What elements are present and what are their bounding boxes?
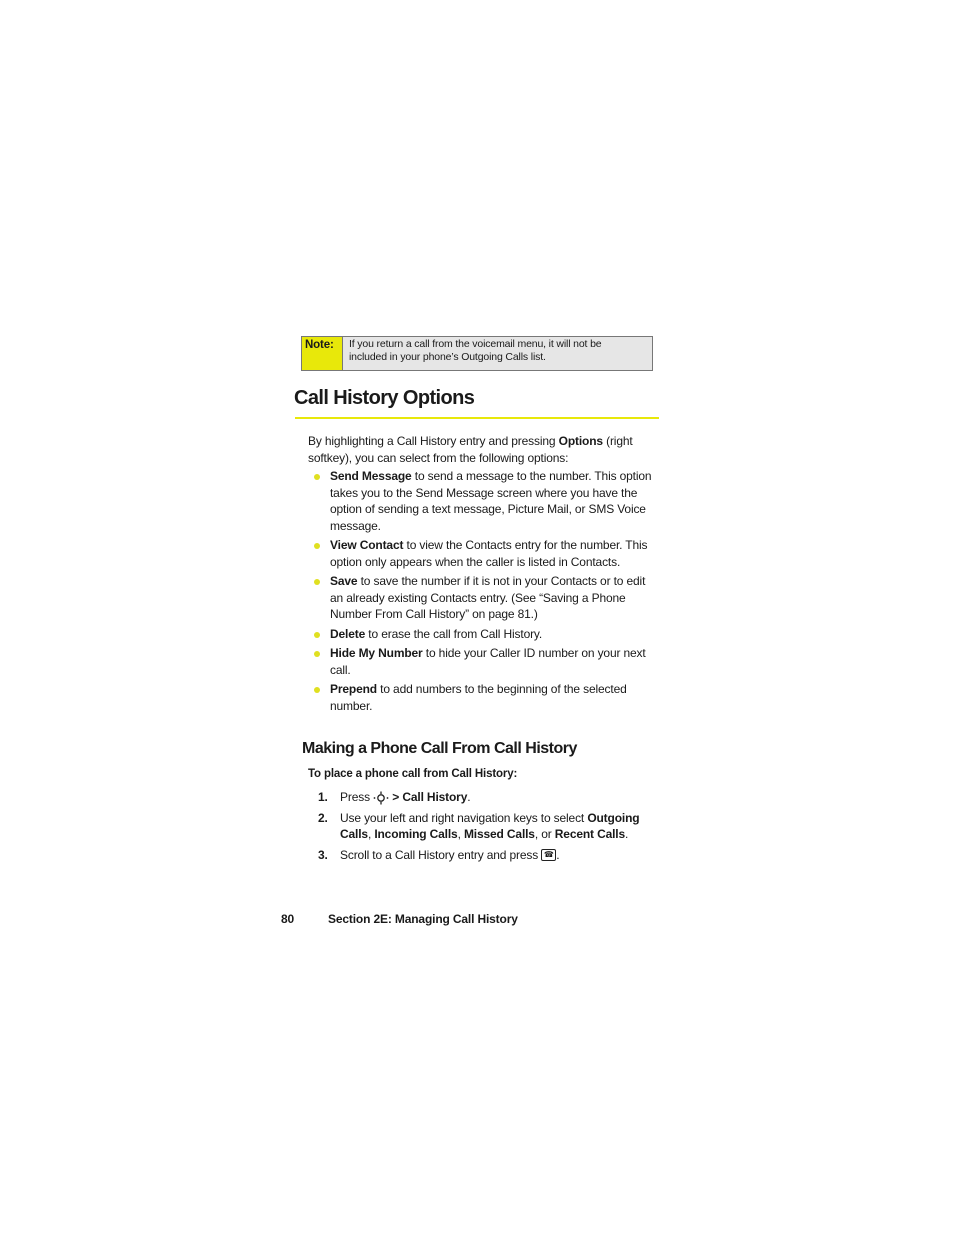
step-item — [318, 789, 648, 806]
note-box — [301, 336, 653, 371]
list-item — [313, 681, 658, 714]
list-item — [313, 645, 658, 678]
step-text: Press — [340, 790, 374, 804]
intro-text-end: (right softkey), you can select from the following options: — [308, 434, 633, 465]
option-desc: to view the Contacts entry for the number. This option only appears when the caller is listed in Contacts. — [330, 538, 648, 569]
options-list — [313, 468, 658, 717]
option-name: Delete — [330, 626, 366, 641]
option-desc: to erase the call from Call History. — [365, 626, 543, 641]
option-desc: to hide your Caller ID number on your next call. — [330, 646, 646, 677]
page-number: 80 — [281, 912, 295, 926]
intro-text: By highlighting a Call History entry and pressing — [308, 434, 559, 448]
procedure-lead: To place a phone call from Call History: — [308, 768, 518, 780]
option-name: View Contact — [330, 538, 404, 552]
step-text-end: . — [467, 790, 471, 804]
option-desc: to send a message to the number. This option takes you to the Send Message screen where you have the option of sending a text message, Picture Mail, or SMS Voice message. — [330, 469, 652, 533]
bullet-icon — [314, 579, 320, 585]
option-missed-calls: Missed Calls — [463, 827, 535, 841]
option-name: Prepend — [330, 682, 377, 696]
step-item — [318, 810, 648, 843]
note-label: Note: — [302, 337, 343, 370]
separator: , — [457, 827, 464, 841]
menu-separator: > — [389, 790, 403, 804]
list-item — [313, 468, 658, 534]
intro-paragraph — [308, 433, 648, 466]
step-text: Use your left and right navigation keys to select — [340, 810, 588, 825]
option-incoming-calls: Incoming Calls — [374, 827, 458, 841]
list-item — [313, 626, 658, 643]
steps-list — [318, 789, 648, 867]
step-number: 2. — [318, 810, 328, 825]
section-footer: Section 2E: Managing Call History — [328, 912, 518, 926]
option-outgoing-calls: Outgoing Calls — [340, 810, 640, 841]
list-item — [313, 537, 658, 570]
step-text-end: . — [556, 847, 560, 862]
step-text-end: . — [625, 827, 629, 841]
separator: , or — [534, 827, 555, 841]
section-subheading: Making a Phone Call From Call History — [302, 740, 577, 757]
option-recent-calls: Recent Calls — [554, 827, 626, 841]
title-underline — [295, 417, 659, 419]
list-item — [313, 573, 658, 623]
step-number: 3. — [318, 847, 328, 862]
separator: , — [367, 827, 375, 841]
bullet-icon — [314, 543, 320, 549]
menu-item-call-history: Call History — [402, 790, 468, 804]
option-name: Save — [330, 574, 358, 588]
page-title: Call History Options — [294, 387, 475, 409]
step-item — [318, 847, 648, 864]
note-text: If you return a call from the voicemail menu, it will not be included in your phone’s Outgoing Calls list. — [349, 338, 602, 363]
step-number: 1. — [318, 790, 328, 804]
talk-key-icon: ☎ — [541, 849, 556, 861]
option-name: Hide My Number — [330, 646, 423, 660]
option-desc: to save the number if it is not in your Contacts or to edit an already existing Contacts entry. (See “Saving a Phone Number From Call History” on page 81.) — [330, 574, 646, 621]
bullet-icon — [314, 687, 320, 693]
bullet-icon — [314, 632, 320, 638]
option-desc: to add numbers to the beginning of the selected number. — [330, 682, 627, 713]
navigation-key-icon — [373, 791, 389, 805]
step-text: Scroll to a Call History entry and press — [340, 847, 542, 862]
intro-bold: Options — [558, 434, 603, 448]
option-name: Send Message — [330, 469, 412, 483]
bullet-icon — [314, 474, 320, 480]
bullet-icon — [314, 651, 320, 657]
